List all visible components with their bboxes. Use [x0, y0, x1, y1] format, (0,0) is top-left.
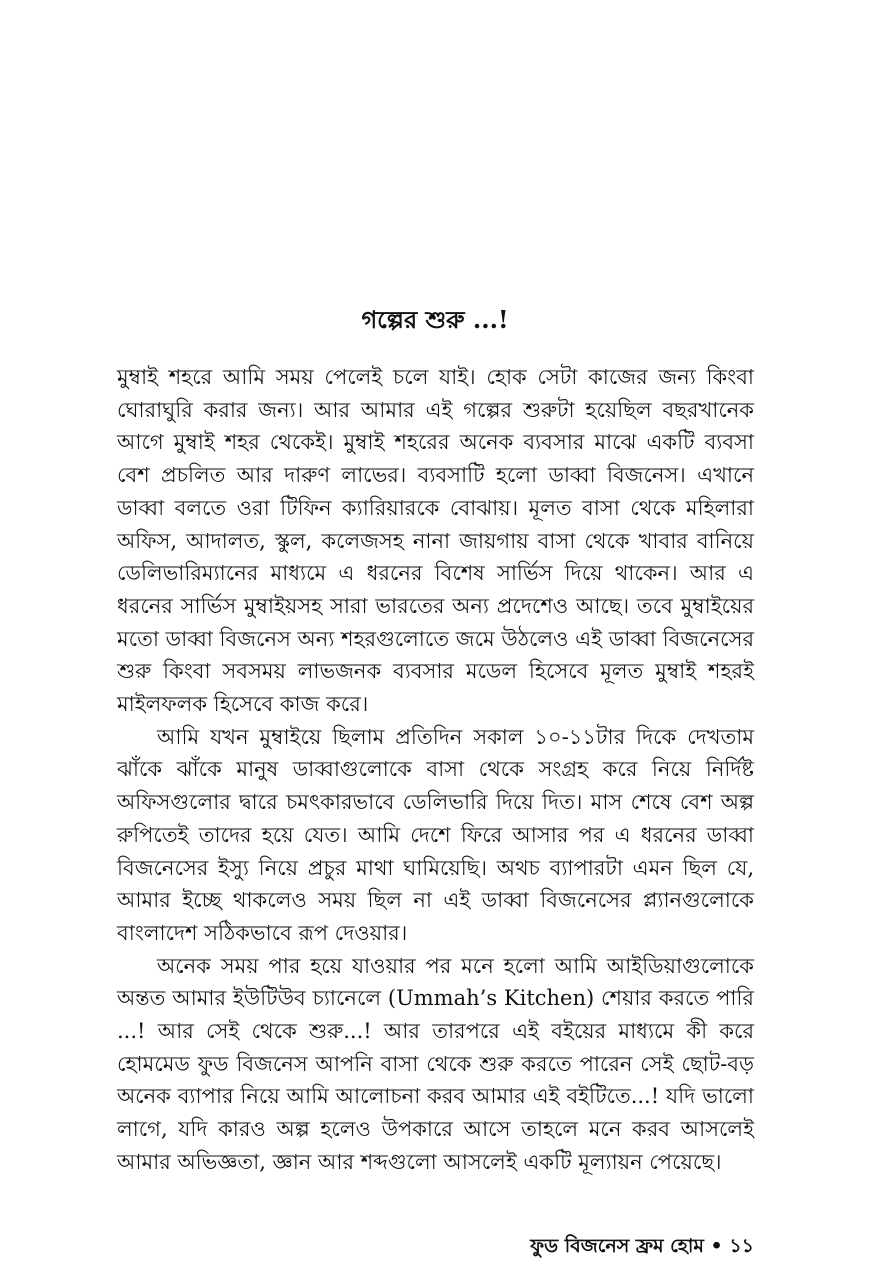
chapter-title: গল্পের শুরু ...! — [361, 305, 509, 334]
page-number: ১১ — [729, 1235, 754, 1257]
page-footer — [530, 1231, 754, 1261]
paragraph-3: অনেক সময় পার হয়ে যাওয়ার পর মনে হলো আমি আইডিয়াগুলোকে অন্তত আমার ইউটিউব চ্যানেলে (Ummah’s Kitchen) শেয়ার করতে পারি ...! আর সেই থেকে শুরু...! আর তারপরে এই বইয়ের মাধ্যমে কী করে হোমমেড ফুড বিজনেস আপনি বাসা থেকে শুরু করতে পারেন সেই ছোট-বড় অনেক ব্যাপার নিয়ে আমি আলোচনা করব আমার এই বইটিতে...! যদি ভালো লাগে, যদি কারও অল্প হলেও উপকারে আসে তাহলে মনে করব আসলেই আমার অভিজ্ঞতা, জ্ঞান আর শব্দগুলো আসলেই একটি মূল্যায়ন পেয়েছে। — [117, 953, 754, 1174]
body-text — [117, 361, 754, 1179]
paragraph-1: মুম্বাই শহরে আমি সময় পেলেই চলে যাই। হোক সেটা কাজের জন্য কিংবা ঘোরাঘুরি করার জন্য। আর আমার এই গল্পের শুরুটা হয়েছিল বছরখানেক আগে মুম্বাই শহর থেকেই। মুম্বাই শহরের অনেক ব্যবসার মাঝে একটি ব্যবসা বেশ প্রচলিত আর দারুণ লাভের। ব্যবসাটি হলো ডাব্বা বিজনেস। এখানে ডাব্বা বলতে ওরা টিফিন ক্যারিয়ারকে বোঝায়। মূলত বাসা থেকে মহিলারা অফিস, আদালত, স্কুল, কলেজসহ নানা জায়গায় বাসা থেকে খাবার বানিয়ে ডেলিভারিম্যানের মাধ্যমে এ ধরনের বিশেষ সার্ভিস দিয়ে থাকেন। আর এ ধরনের সার্ভিস মুম্বাইয়সহ সারা ভারতের অন্য প্রদেশেও আছে। তবে মুম্বাইয়ের মতো ডাব্বা বিজনেস অন্য শহরগুলোতে জমে উঠলেও এই ডাব্বা বিজনেসের শুরু কিংবা সবসময় লাভজনক ব্যবসার মডেল হিসেবে মূলত মুম্বাই শহরই মাইলফলক হিসেবে কাজ করে। — [117, 365, 754, 717]
paragraph-2: আমি যখন মুম্বাইয়ে ছিলাম প্রতিদিন সকাল ১০-১১টার দিকে দেখতাম ঝাঁকে ঝাঁকে মানুষ ডাব্বাগুলোকে বাসা থেকে সংগ্রহ করে নিয়ে নির্দিষ্ট অফিসগুলোর দ্বারে চমৎকারভাবে ডেলিভারি দিয়ে দিত। মাস শেষে বেশ অল্প রুপিতেই তাদের হয়ে যেত। আমি দেশে ফিরে আসার পর এ ধরনের ডাব্বা বিজনেসের ইস্যু নিয়ে প্রচুর মাথা ঘামিয়েছি। অথচ ব্যাপারটা এমন ছিল যে, আমার ইচ্ছে থাকলেও সময় ছিল না এই ডাব্বা বিজনেসের প্ল্যানগুলোকে বাংলাদেশ সঠিকভাবে রূপ দেওয়ার। — [117, 724, 754, 945]
running-title: ফুড বিজনেস ফ্রম হোম — [530, 1235, 704, 1257]
footer-bullet: • — [710, 1235, 723, 1257]
